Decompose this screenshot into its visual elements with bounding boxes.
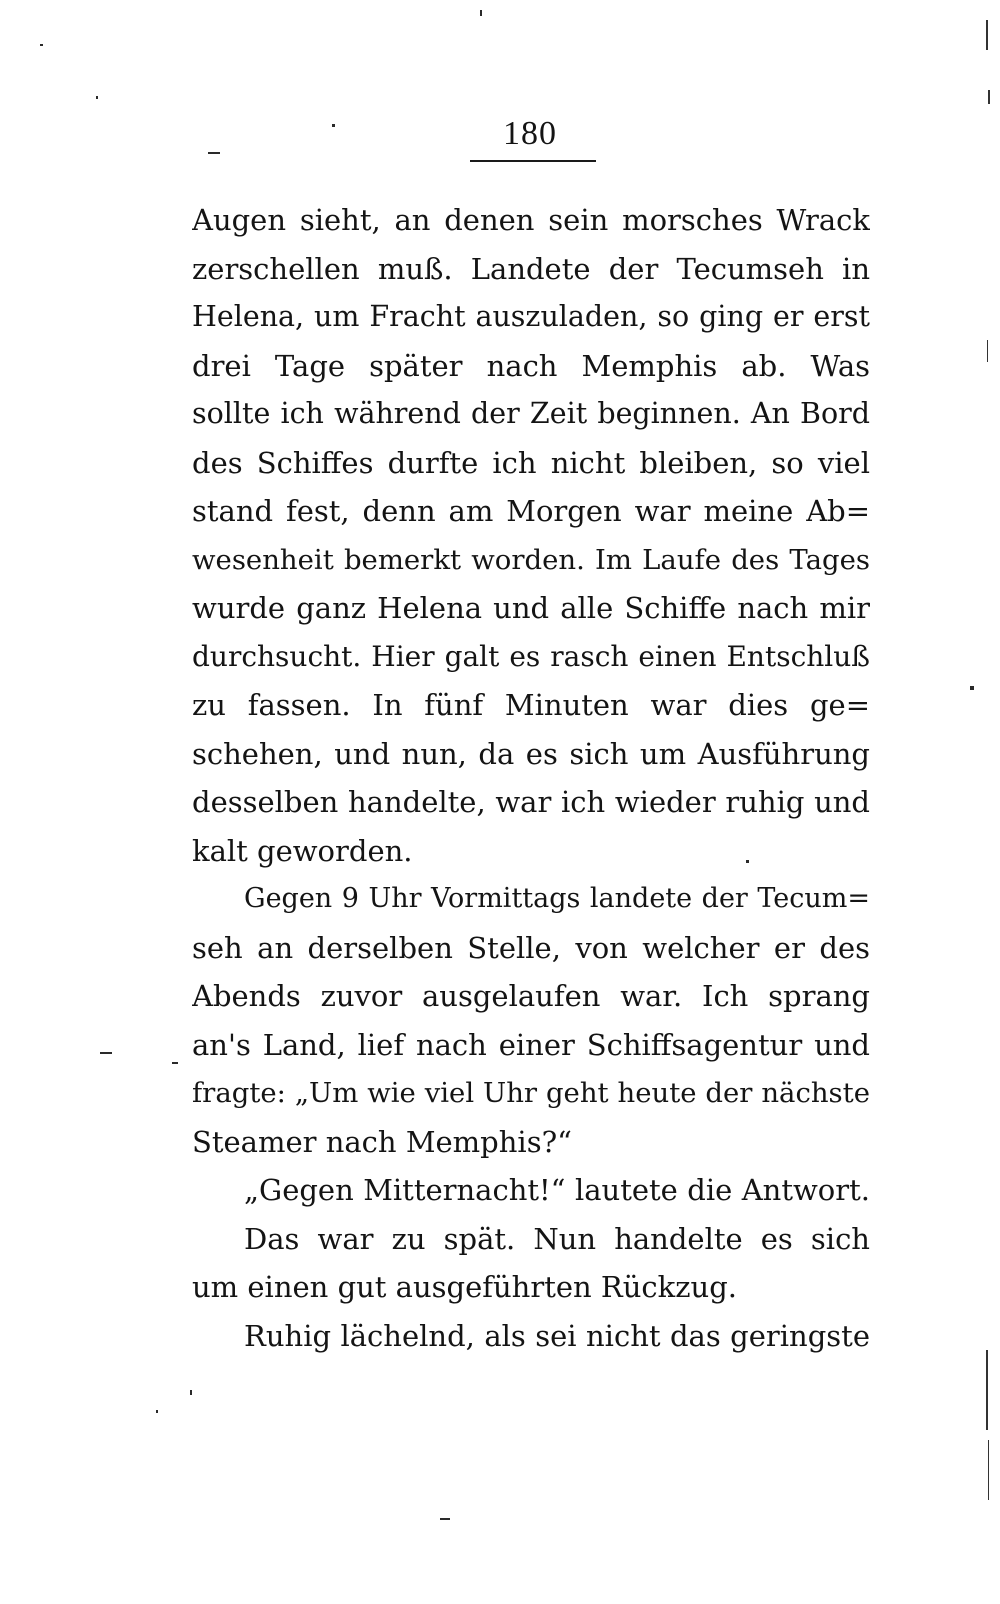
scan-speck bbox=[100, 1052, 112, 1054]
text-line: Das war zu spät. Nun handelte es sich bbox=[244, 1221, 870, 1256]
text-line: Ruhig lächelnd, als sei nicht das geringste bbox=[244, 1318, 870, 1353]
scan-speck bbox=[746, 860, 749, 863]
scan-speck bbox=[208, 152, 220, 154]
text-line: kalt geworden. bbox=[192, 833, 413, 868]
body-text bbox=[192, 196, 870, 1360]
scan-speck bbox=[96, 96, 98, 99]
text-line: des Schiffes durfte ich nicht bleiben, so viel bbox=[192, 445, 870, 480]
text-line: um einen gut ausgeführten Rückzug. bbox=[192, 1270, 737, 1304]
scan-speck bbox=[156, 1410, 158, 1413]
text-line: „Gegen Mitternacht!“ lautete die Antwort. bbox=[244, 1173, 870, 1207]
text-line: schehen, und nun, da es sich um Ausführung bbox=[192, 736, 870, 771]
scan-speck bbox=[480, 10, 482, 16]
text-line: Steamer nach Memphis?“ bbox=[192, 1124, 572, 1159]
text-line: stand fest, denn am Morgen war meine Ab= bbox=[192, 494, 870, 528]
text-line: seh an derselben Stelle, von welcher er des bbox=[192, 930, 870, 965]
page-number: 180 bbox=[503, 115, 557, 152]
text-line: Gegen 9 Uhr Vormittags landete der Tecum= bbox=[244, 883, 870, 914]
text-line: desselben handelte, war ich wieder ruhig und bbox=[192, 785, 870, 819]
text-line: sollte ich während der Zeit beginnen. An Bord bbox=[192, 397, 870, 430]
text-line: Augen sieht, an denen sein morsches Wrack bbox=[192, 203, 870, 237]
text-line: durchsucht. Hier galt es rasch einen Entschluß bbox=[192, 639, 870, 673]
text-line: Abends zuvor ausgelaufen war. Ich sprang bbox=[192, 979, 870, 1013]
scan-speck bbox=[190, 1390, 192, 1395]
text-line: Helena, um Fracht auszuladen, so ging er erst bbox=[192, 300, 870, 333]
text-line: wesenheit bemerkt worden. Im Laufe des Tages bbox=[192, 543, 870, 576]
scan-speck bbox=[440, 1518, 450, 1520]
text-line: zu fassen. In fünf Minuten war dies ge= bbox=[192, 688, 870, 722]
scan-speck bbox=[172, 1062, 178, 1064]
text-line: zerschellen muß. Landete der Tecumseh in bbox=[192, 251, 870, 286]
text-line: fragte: „Um wie viel Uhr geht heute der nächste bbox=[192, 1077, 870, 1109]
text-line: wurde ganz Helena und alle Schiffe nach mir bbox=[192, 591, 870, 625]
scan-speck bbox=[970, 686, 974, 690]
header-rule bbox=[470, 160, 596, 162]
page-edge-marks bbox=[980, 0, 994, 1604]
scan-speck bbox=[332, 124, 335, 127]
text-line: drei Tage später nach Memphis ab. Was bbox=[192, 348, 870, 383]
scan-speck bbox=[40, 44, 43, 46]
text-line: an's Land, lief nach einer Schiffsagentur und bbox=[192, 1027, 870, 1062]
